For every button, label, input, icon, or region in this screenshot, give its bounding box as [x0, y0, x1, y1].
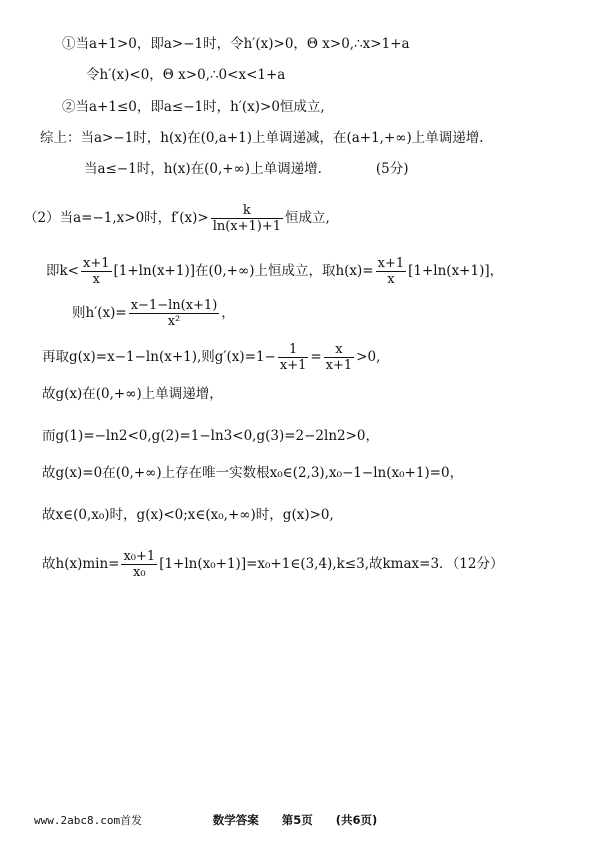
text: 则h′(x)=: [72, 305, 127, 321]
denominator: x: [387, 272, 395, 287]
line-part2-6: 而g(1)=−ln2<0,g(2)=1−ln3<0,g(3)=2−2ln2>0，: [42, 428, 380, 444]
numerator: 1: [278, 342, 309, 358]
fraction: [81, 256, 112, 287]
line-case2: ②当a+1≤0，即a≤−1时，h′(x)>0恒成立,: [62, 99, 325, 115]
denominator: x+1: [279, 358, 307, 373]
text: 即k<: [46, 263, 79, 279]
site-watermark[interactable]: www.2abc8.com首发: [34, 814, 143, 827]
page-footer: [0, 812, 590, 830]
text: 故h(x)min=: [42, 556, 120, 572]
page-number-label: 数学答案 第5页 (共6页): [212, 813, 378, 827]
text: [1+ln(x+1)]，: [408, 263, 504, 279]
text: ，: [221, 305, 235, 321]
numerator: k: [211, 203, 283, 219]
fraction: [129, 298, 220, 329]
text: （2）当a=−1,x>0时，f′(x)>: [24, 210, 209, 226]
line-part2-8: 故x∈(0,x₀)时，g(x)<0;x∈(x₀,+∞)时，g(x)>0,: [42, 507, 334, 523]
numerator: x+1: [377, 256, 405, 271]
line-part2-2: [46, 256, 503, 287]
line-part2-4: [42, 342, 380, 373]
text: >0,: [356, 349, 381, 365]
text: 恒成立,: [285, 210, 330, 226]
line-part2-9: [42, 549, 503, 580]
numerator: x−1−ln(x+1): [130, 298, 218, 313]
numerator: x: [324, 342, 355, 358]
text: [1+ln(x+1)]在(0,+∞)上恒成立，取h(x)=: [113, 263, 374, 279]
line-part2-7: 故g(x)=0在(0,+∞)上存在唯一实数根x₀∈(2,3),x₀−1−ln(x₀+1)=0，: [42, 465, 464, 481]
denominator: x₀: [133, 565, 146, 580]
fraction: [278, 342, 309, 373]
numerator: x+1: [83, 256, 110, 271]
line-part2-5: 故g(x)在(0,+∞)上单调递增，: [42, 386, 223, 402]
text: 再取g(x)=x−1−ln(x+1),则g′(x)=1−: [42, 349, 276, 365]
denominator: ln(x+1)+1: [212, 219, 282, 234]
line-summary: 综上：当a>−1时，h(x)在(0,a+1)上单调递减，在(a+1,+∞)上单调递增.: [40, 130, 484, 146]
fraction: [121, 549, 157, 580]
fraction: [211, 203, 283, 234]
denominator: x+1: [325, 358, 353, 373]
fraction: [324, 342, 355, 373]
denominator: x²: [167, 314, 181, 329]
line-case1: ①当a+1>0，即a>−1时，令h′(x)>0，Θ x>0,∴x>1+a: [62, 36, 410, 52]
line-part2-1: [24, 203, 330, 234]
denominator: x: [92, 272, 100, 287]
text: [1+ln(x₀+1)]=x₀+1∈(3,4),k≤3,故kmax=3．（12分）: [159, 556, 504, 572]
text: =: [310, 349, 322, 365]
fraction: [376, 256, 407, 287]
line-part2-3: [72, 298, 235, 329]
line-summary-b: 当a≤−1时，h(x)在(0,+∞)上单调递增. (5分): [84, 161, 409, 177]
numerator: x₀+1: [123, 549, 156, 564]
line-case1-b: 令h′(x)<0，Θ x>0,∴0<x<1+a: [86, 67, 286, 83]
